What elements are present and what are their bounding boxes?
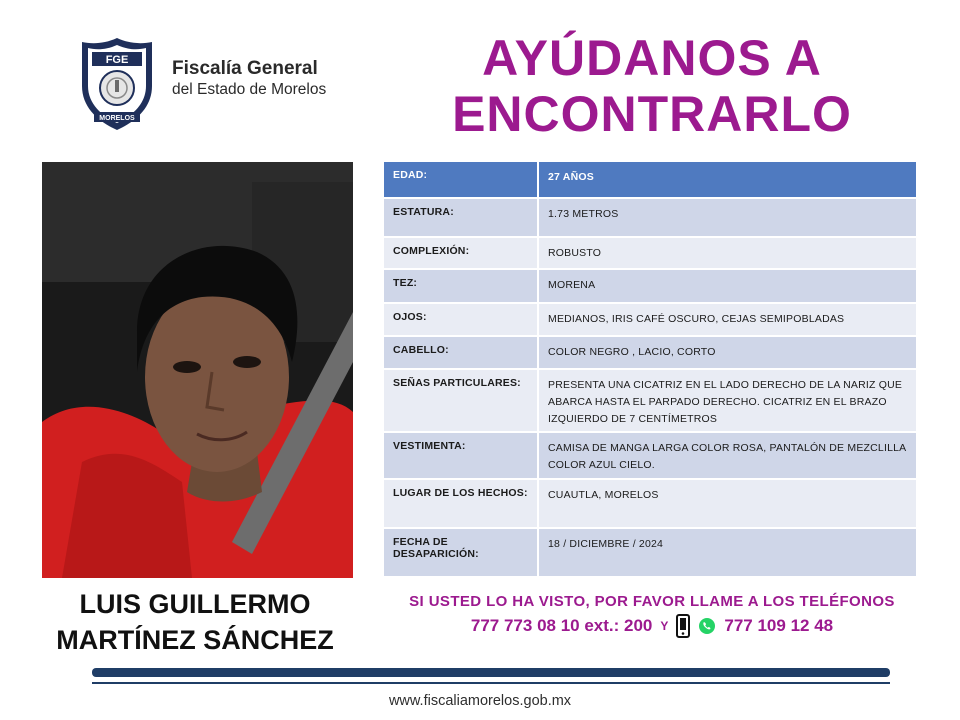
- headline-line-2: ENCONTRARLO: [452, 86, 852, 142]
- person-name-line-1: LUIS GUILLERMO: [79, 589, 311, 619]
- agency-logo: [80, 36, 360, 136]
- person-photo-illustration: [42, 162, 353, 578]
- detail-value: MEDIANOS, IRIS CAFÉ OSCURO, CEJAS SEMIPOBLADAS: [538, 303, 917, 336]
- detail-value: COLOR NEGRO , LACIO, CORTO: [538, 336, 917, 369]
- cta-text: SI USTED LO HA VISTO, POR FAVOR LLAME A LOS TELÉFONOS: [409, 593, 895, 610]
- phone-number-1: 777 773 08 10 ext.: 200: [470, 616, 653, 635]
- missing-person-photo: [42, 162, 353, 578]
- detail-label: VESTIMENTA:: [383, 432, 538, 479]
- detail-label: EDAD:: [383, 161, 538, 198]
- org-subtitle: del Estado de Morelos: [172, 81, 327, 98]
- svg-text:FGE: FGE: [105, 54, 129, 66]
- details-row-tez: [383, 269, 917, 303]
- detail-label: OJOS:: [383, 303, 538, 336]
- footer-url[interactable]: www.fiscaliamorelos.gob.mx: [388, 693, 572, 709]
- headline: [372, 30, 932, 142]
- detail-label: SEÑAS PARTICULARES:: [383, 369, 538, 432]
- call-to-action: [372, 593, 932, 638]
- person-name-line-2: MARTÍNEZ SÁNCHEZ: [56, 625, 334, 655]
- details-row-edad: [383, 161, 917, 198]
- footer-bar: [92, 668, 890, 677]
- details-row-fecha: [383, 528, 917, 577]
- details-row-lugar: [383, 479, 917, 528]
- detail-value: CUAUTLA, MORELOS: [538, 479, 917, 528]
- detail-label: LUGAR DE LOS HECHOS:: [383, 479, 538, 528]
- detail-label: TEZ:: [383, 269, 538, 303]
- detail-value: 18 / DICIEMBRE / 2024: [538, 528, 917, 577]
- badge-icon: [80, 36, 154, 132]
- detail-value: ROBUSTO: [538, 237, 917, 269]
- details-table: [382, 160, 918, 578]
- phone-numbers: [372, 614, 932, 638]
- detail-label: COMPLEXIÓN:: [383, 237, 538, 269]
- detail-value: PRESENTA UNA CICATRIZ EN EL LADO DERECHO DE LA NARIZ QUE ABARCA HASTA EL PARPADO DERECHO. CICATRIZ EN EL BRAZO IZQUIERDO DE 7 CENTÍMETROS: [538, 369, 917, 432]
- detail-label: CABELLO:: [383, 336, 538, 369]
- detail-value: 27 AÑOS: [538, 161, 917, 198]
- details-row-estatura: [383, 198, 917, 237]
- svg-text:MORELOS: MORELOS: [99, 115, 135, 122]
- footer-rule: [92, 682, 890, 684]
- detail-value: 1.73 METROS: [538, 198, 917, 237]
- detail-label: FECHA DE DESAPARICIÓN:: [383, 528, 538, 577]
- details-row-ojos: [383, 303, 917, 336]
- details-row-vestimenta: [383, 432, 917, 479]
- person-name: [30, 586, 360, 658]
- whatsapp-icon: [698, 617, 716, 635]
- phone-icon: [676, 614, 690, 638]
- detail-value: MORENA: [538, 269, 917, 303]
- headline-line-1: AYÚDANOS A: [482, 30, 822, 86]
- detail-value: CAMISA DE MANGA LARGA COLOR ROSA, PANTALÓN DE MEZCLILLA COLOR AZUL CIELO.: [538, 432, 917, 479]
- phone-conjunction: Y: [660, 619, 669, 633]
- detail-label: ESTATURA:: [383, 198, 538, 237]
- details-row-complexion: [383, 237, 917, 269]
- details-row-senas: [383, 369, 917, 432]
- details-row-cabello: [383, 336, 917, 369]
- org-name: Fiscalía General: [172, 58, 318, 79]
- phone-number-2: 777 109 12 48: [724, 616, 834, 635]
